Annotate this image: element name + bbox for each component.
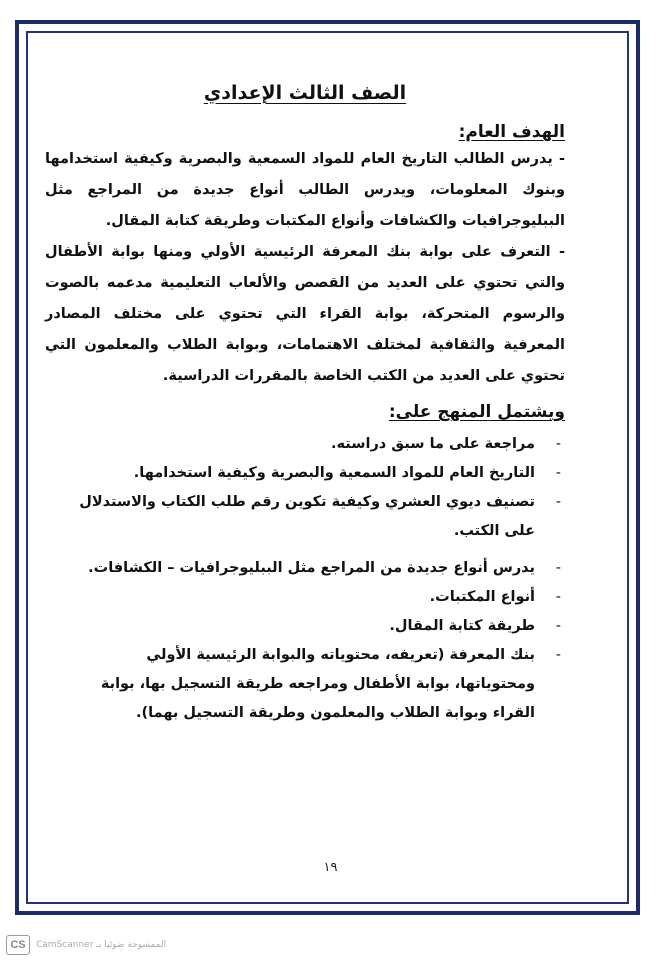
list-item-text: أنواع المكتبات. bbox=[429, 589, 535, 605]
list-item bbox=[65, 488, 565, 546]
list-bullet: - bbox=[555, 436, 561, 452]
goal-heading: الهدف العام: bbox=[458, 122, 565, 142]
list-item bbox=[65, 554, 565, 583]
list-bullet: - bbox=[555, 647, 561, 663]
list-bullet: - bbox=[555, 589, 561, 605]
list-item-text: التاريخ العام للمواد السمعية والبصرية وكيفية استخدامها. bbox=[133, 465, 535, 481]
goal-section bbox=[45, 144, 565, 392]
page-title: الصف الثالث الإعدادي bbox=[203, 82, 407, 104]
curriculum-list bbox=[65, 430, 565, 728]
goal-paragraph: - التعرف على بوابة بنك المعرفة الرئيسية الأولي ومنها بوابة الأطفال والتي تحتوي على العديد من القصص والألعاب التعليمية مدعمه بالصوت والرسوم المتحركة، بوابة القراء التي تحتوي على مختلف المصادر المعرفية والثقافية لمختلف الاهتمامات، وبوابة الطلاب والمعلمون التي تحتوي على العديد من الكتب الخاصة بالمقررات الدراسية. bbox=[45, 244, 565, 384]
curriculum-heading: ويشتمل المنهج على: bbox=[388, 402, 565, 422]
page-number: ١٩ bbox=[323, 860, 338, 875]
list-item-text: بنك المعرفة (تعريفه، محتوياته والبوابة الرئيسية الأولي ومحتوياتها، بوابة الأطفال ومراجعه طريقة التسجيل بها، بوابة القراء وبوابة الطلاب والمعلمون وطريقة التسجيل بهما). bbox=[100, 647, 535, 721]
list-bullet: - bbox=[555, 618, 561, 634]
camscanner-logo-icon: CS bbox=[6, 935, 30, 955]
list-item bbox=[65, 641, 565, 728]
list-bullet: - bbox=[555, 494, 561, 510]
watermark-text: الممسوحة ضوئيا بـ CamScanner bbox=[36, 940, 167, 950]
list-item-text: يدرس أنواع جديدة من المراجع مثل الببليوجرافيات – الكشافات. bbox=[88, 560, 535, 576]
list-bullet: - bbox=[555, 465, 561, 481]
list-item-text: تصنيف ديوي العشري وكيفية تكوين رقم طلب الكتاب والاستدلال على الكتب. bbox=[79, 494, 535, 539]
list-item bbox=[65, 612, 565, 641]
goal-paragraph: - يدرس الطالب التاريخ العام للمواد السمعية والبصرية وكيفية استخدامها وبنوك المعلومات، ويدرس الطالب أنواع جديدة من المراجع مثل الببليوجرافيات والكشافات وأنواع المكتبات وطريقة كتابة المقال. bbox=[45, 151, 565, 229]
camscanner-watermark bbox=[6, 935, 166, 955]
list-item bbox=[65, 430, 565, 459]
list-item-text: مراجعة على ما سبق دراسته. bbox=[331, 436, 535, 452]
list-bullet: - bbox=[555, 560, 561, 576]
list-item bbox=[65, 459, 565, 488]
list-item bbox=[65, 583, 565, 612]
list-item-text: طريقة كتابة المقال. bbox=[389, 618, 535, 634]
